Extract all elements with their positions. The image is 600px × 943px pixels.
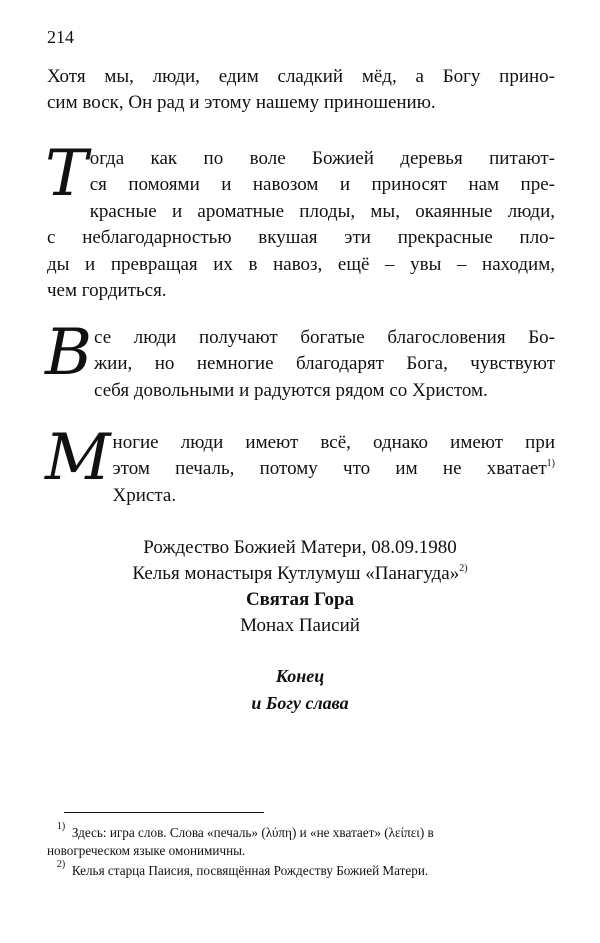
paragraph-line: ся помоями и навозом и приносят нам пре- [89, 174, 555, 196]
footnote-line: новогреческом языке омонимичны. [47, 843, 246, 858]
drop-cap: Т [45, 137, 88, 211]
paragraph-line: сим воск, Он рад и этому нашему приношению. [47, 92, 436, 114]
paragraph-3 [45, 316, 555, 404]
paragraph-2 [45, 137, 555, 304]
paragraph-line: этом печаль, потому что им не хватает$^{1)}$ [112, 458, 555, 480]
paragraph-line: Хотя мы, люди, едим сладкий мёд, а Богу прино- [47, 66, 555, 87]
drop-cap: В [45, 316, 93, 390]
ending-line-1: Конец [275, 666, 325, 686]
footnote-divider [64, 812, 264, 813]
footnote-marker: 1) [56, 821, 66, 832]
paragraph-line: се люди получают богатые благословения Бо- [94, 327, 555, 348]
paragraph-line: жии, но немногие благодарят Бога, чувствуют [94, 353, 555, 375]
ending-line-2: и Богу слава [251, 693, 349, 713]
footnote-2 [47, 859, 557, 880]
footnote-marker: 2) [56, 859, 66, 870]
paragraph-line: себя довольными и радуются рядом со Христом. [94, 379, 488, 401]
signature-mount: Святая Гора [245, 589, 355, 610]
paragraph-line: чем гордиться. [47, 280, 167, 302]
paragraph-line: с неблагодарностью вкушая эти прекрасные пло- [47, 227, 555, 249]
paragraph-line: огда как по воле Божией деревья питают- [89, 148, 555, 169]
signature-date: Рождество Божией Матери, 08.09.1980 [143, 537, 457, 558]
footnote-1 [47, 821, 557, 860]
paragraph-line: ды и превращая их в навоз, ещё – увы – находим, [47, 253, 555, 275]
footnote-line: $^{2)}$ Келья старца Паисия, посвящённая Рождеству Божией Матери. [56, 859, 429, 878]
footnote-ref[interactable]: 1) [546, 458, 555, 470]
paragraph-line: красные и ароматные плоды, мы, окаянные люди, [89, 200, 555, 222]
footnote-line: $^{1)}$ Здесь: игра слов. Слова «печаль» (λύπη) и «не хватает» (λείπει) в [56, 821, 434, 840]
paragraph-1 [47, 64, 555, 117]
paragraph-4 [45, 421, 555, 509]
paragraph-line: Христа. [112, 484, 177, 506]
paragraph-line: ногие люди имеют всё, однако имеют при [112, 432, 555, 453]
signature-author: Монах Паисий [240, 615, 360, 636]
drop-cap: М [45, 421, 111, 495]
footnote-ref[interactable]: 2) [459, 563, 468, 574]
page-number: 214 [47, 27, 74, 47]
signature-place: Келья монастыря Кутлумуш «Панагуда»$^{2)}$ [132, 563, 468, 584]
